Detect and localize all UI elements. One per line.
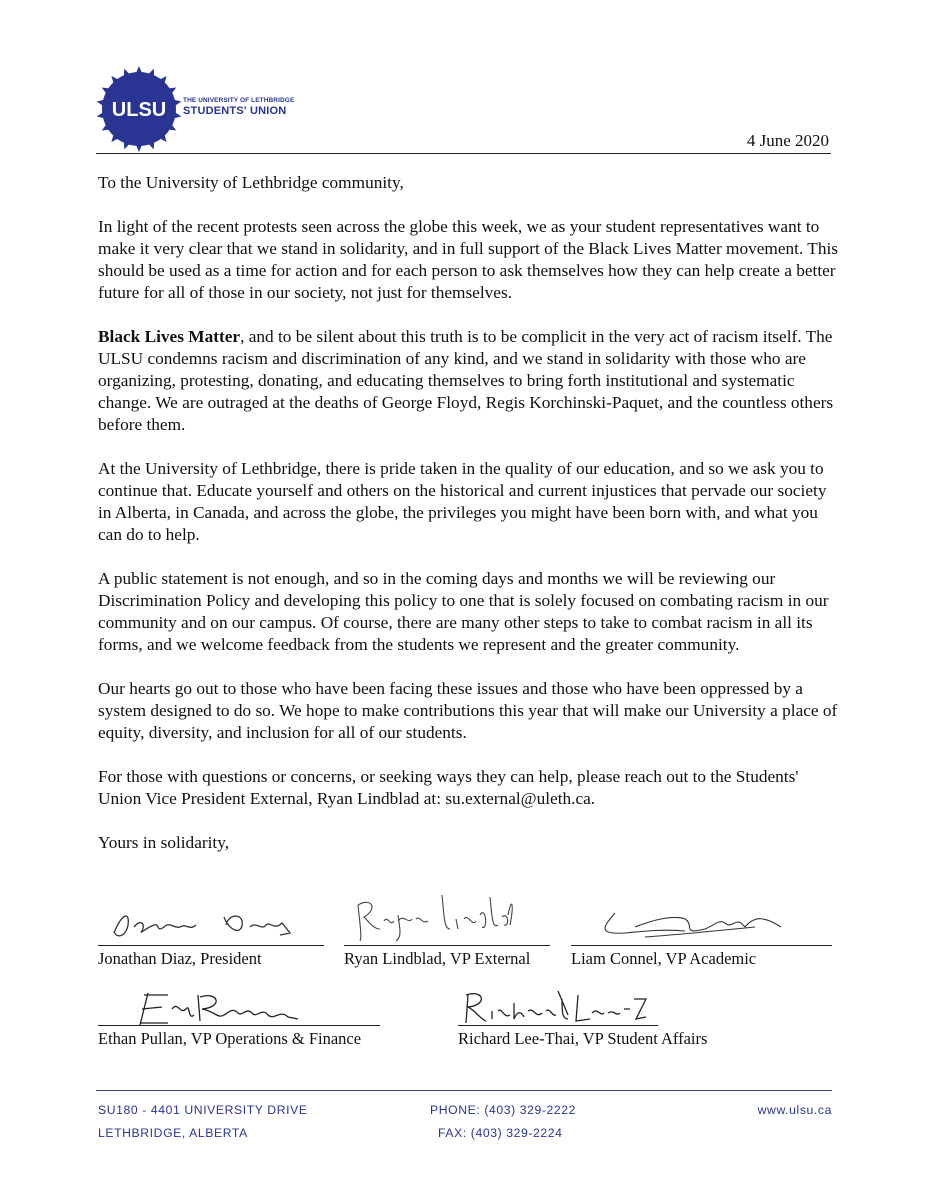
signature-block-vp-operations: [98, 985, 380, 1055]
signatory-name: Ethan Pullan, VP Operations & Finance: [98, 1029, 362, 1048]
paragraph-1: In light of the recent protests seen across the globe this week, we as your student representatives want to make it very clear that we stand in solidarity, and in full support of the Black Lives Matter movement. This should be used as a time for action and for each person to ask themselves how they can help create a better future for all of those in our society, not just for themselves.: [98, 217, 839, 302]
salutation: To the University of Lethbridge community,: [98, 173, 404, 192]
logo-acronym: ULSU: [111, 99, 167, 121]
logo-line-2: STUDENTS' UNION: [183, 104, 287, 117]
signatory-name: Ryan Lindblad, VP External: [344, 949, 531, 968]
paragraph-4: A public statement is not enough, and so in the coming days and months we will be reviewing our Discrimination Policy and developing this policy to one that is solely focused on combating racism in our community and on our campus. Of course, there are many other steps to take to combat racism in all its forms, and we welcome feedback from the students we represent and the greater community.: [98, 569, 829, 654]
signature-block-vp-academic: [571, 905, 832, 975]
signatory-name: Jonathan Diaz, President: [98, 949, 262, 968]
signature-image-lee-thai: [458, 985, 648, 1029]
paragraph-6: For those with questions or concerns, or seeking ways they can help, please reach out to the Students' Union Vice President External, Ryan Lindblad at: su.external@uleth.ca.: [98, 767, 799, 808]
logo-wordmark: [183, 98, 294, 117]
signature-image-diaz: [104, 905, 304, 945]
signature-image-pullan: [128, 985, 328, 1029]
letter-date: 4 June 2020: [746, 131, 829, 150]
signatory-name: Richard Lee-Thai, VP Student Affairs: [458, 1029, 708, 1048]
logo-line-1: THE UNIVERSITY OF LETHBRIDGE: [183, 97, 295, 104]
signature-image-lindblad: [350, 885, 520, 945]
closing: Yours in solidarity,: [98, 833, 230, 852]
footer-address-line-1: SU180 - 4401 UNIVERSITY DRIVE: [98, 1103, 308, 1117]
paragraph-2-text: , and to be silent about this truth is to be complicit in the very act of racism itself. The ULSU condemns racism and discrimination of any kind, and we stand in solidarity with those who are organizing, protesting, donating, and educating themselves to bring forth institutional and systematic change. We are outraged at the deaths of George Floyd, Regis Korchinski-Paquet, and the countless others before them.: [98, 327, 834, 434]
signature-line: [98, 1025, 380, 1026]
paragraph-5: Our hearts go out to those who have been facing these issues and those who have been oppressed by a system designed to do so. We hope to make contributions this year that will make our University a place of equity, diversity, and inclusion for all of our students.: [98, 679, 838, 742]
footer-phone: PHONE: (403) 329-2222: [430, 1103, 577, 1117]
signature-block-vp-student-affairs: [458, 985, 708, 1055]
footer-website-link[interactable]: www.ulsu.ca: [757, 1103, 832, 1117]
signature-image-connel: [585, 905, 785, 945]
letter-body: [98, 172, 843, 854]
black-lives-matter-bold: Black Lives Matter: [98, 327, 241, 346]
footer-address-line-2: LETHBRIDGE, ALBERTA: [98, 1126, 248, 1140]
signature-block-president: [98, 905, 324, 975]
signatory-name: Liam Connel, VP Academic: [571, 949, 757, 968]
signature-line: [344, 945, 550, 946]
footer-rule: [96, 1090, 832, 1091]
header-rule: [96, 129, 831, 154]
signature-block-vp-external: [344, 885, 550, 975]
paragraph-3: At the University of Lethbridge, there is pride taken in the quality of our education, and so we ask you to continue that. Educate yourself and others on the historical and current injustices that pervade our society in Alberta, in Canada, and across the globe, the privileges you might have been born with, and what you can do to help.: [98, 459, 827, 544]
signature-line: [571, 945, 832, 946]
signature-line: [98, 945, 324, 946]
paragraph-2: [98, 326, 843, 436]
footer-fax: FAX: (403) 329-2224: [438, 1126, 563, 1140]
signature-line: [458, 1025, 658, 1026]
